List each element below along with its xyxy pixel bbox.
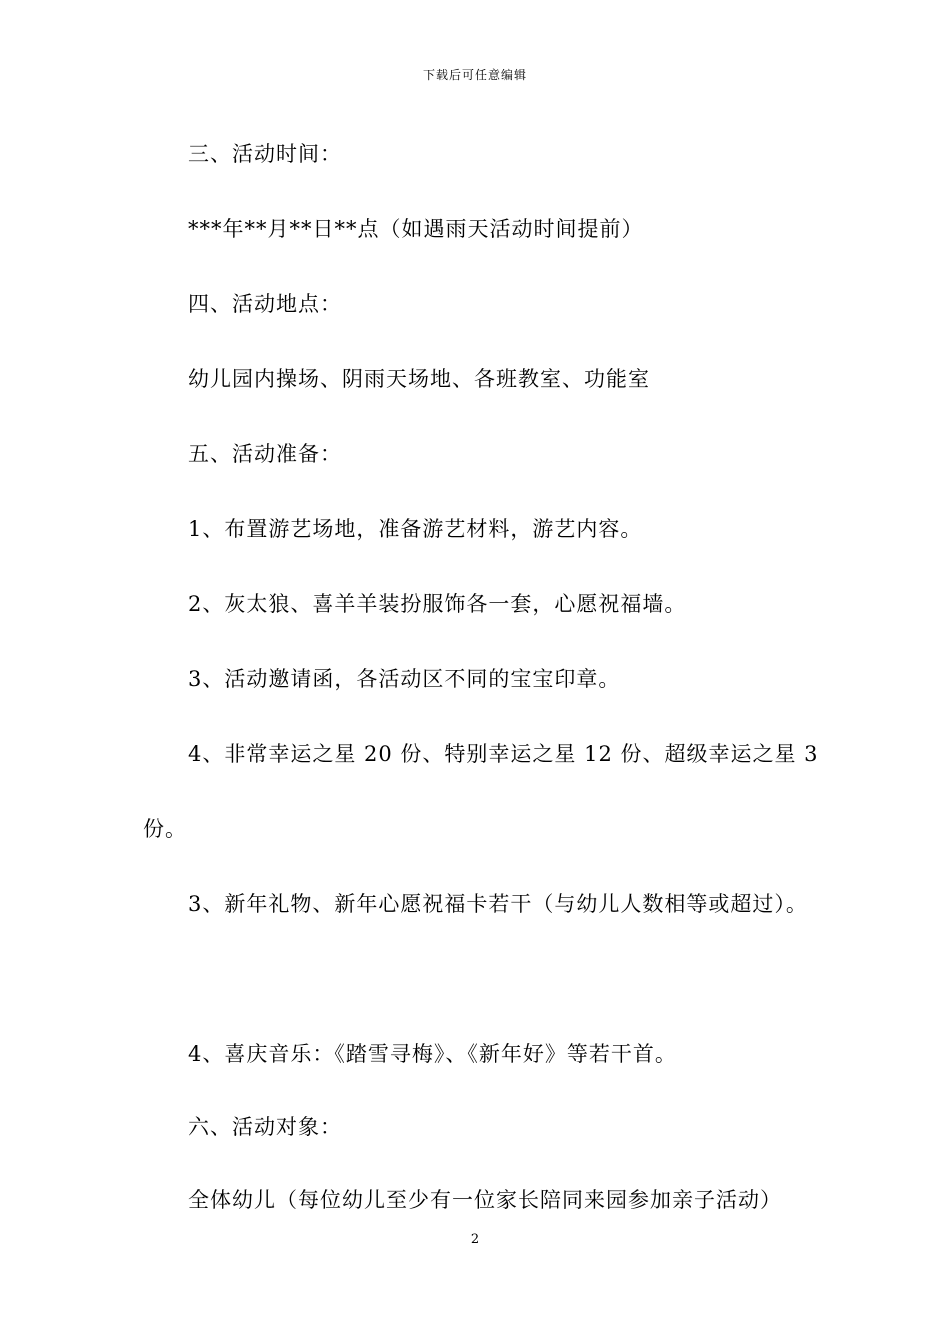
list-item-preparation-4: 4、非常幸运之星 20 份、特别幸运之星 12 份、超级幸运之星 3 — [188, 742, 819, 766]
list-item-preparation-5: 3、新年礼物、新年心愿祝福卡若干（与幼儿人数相等或超过）。 — [188, 892, 808, 916]
list-item-preparation-2: 2、灰太狼、喜羊羊装扮服饰各一套，心愿祝福墙。 — [188, 592, 687, 616]
paragraph-participants-detail: 全体幼儿（每位幼儿至少有一位家长陪同来园参加亲子活动） — [188, 1188, 782, 1212]
page-number: 2 — [470, 1232, 480, 1247]
paragraph-time-detail: ***年**月**日**点（如遇雨天活动时间提前） — [188, 217, 644, 241]
page-header-note: 下载后可任意编辑 — [422, 68, 527, 82]
list-item-preparation-1: 1、布置游艺场地，准备游艺材料，游艺内容。 — [188, 517, 643, 541]
section-heading-preparation: 五、活动准备： — [188, 442, 342, 466]
list-item-preparation-3: 3、活动邀请函，各活动区不同的宝宝印章。 — [188, 667, 621, 691]
list-item-preparation-6: 4、喜庆音乐：《踏雪寻梅》、《新年好》等若干首。 — [188, 1042, 677, 1066]
section-heading-location: 四、活动地点： — [188, 292, 342, 316]
section-heading-time: 三、活动时间： — [188, 142, 342, 166]
section-heading-participants: 六、活动对象： — [188, 1115, 342, 1139]
list-item-preparation-4-continued: 份。 — [143, 817, 187, 841]
paragraph-location-detail: 幼儿园内操场、阴雨天场地、各班教室、功能室 — [188, 367, 650, 391]
